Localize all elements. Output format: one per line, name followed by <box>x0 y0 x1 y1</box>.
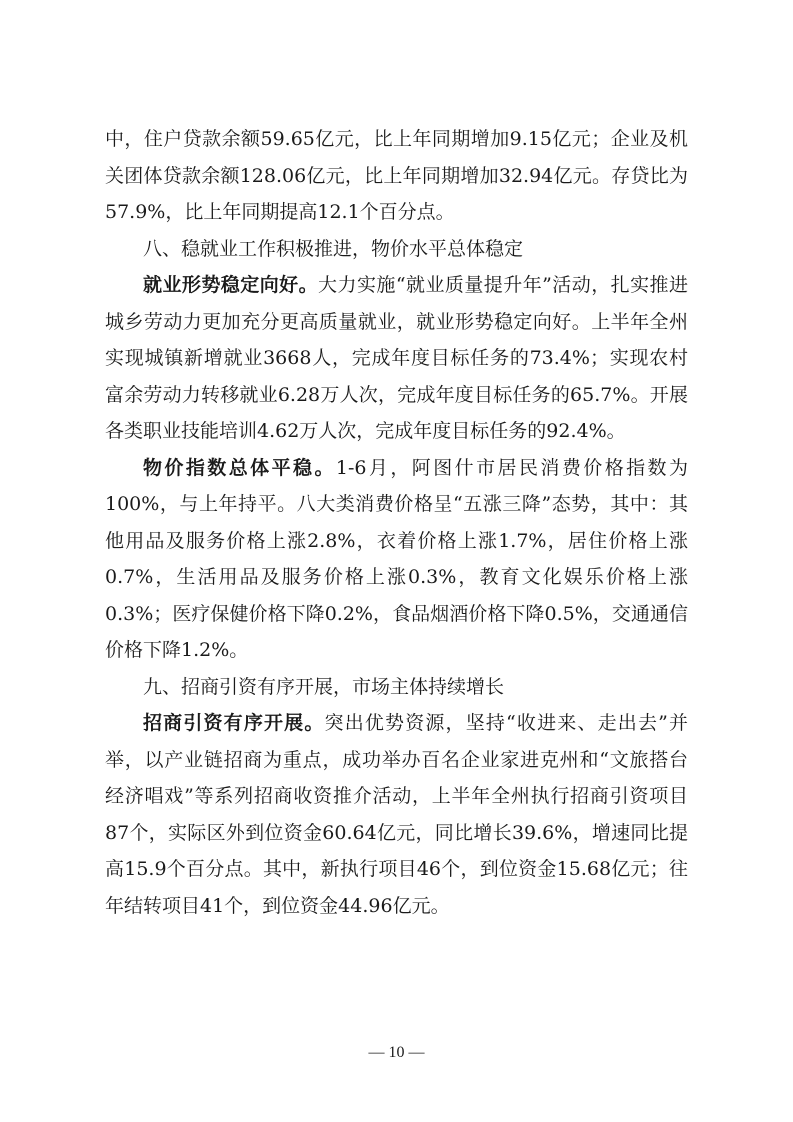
paragraph-employment <box>105 267 688 450</box>
section-heading-8: 八、稳就业工作积极推进，物价水平总体稳定 <box>143 237 524 260</box>
paragraph-body-employment: 大力实施“就业质量提升年”活动，扎实推进城乡劳动力更加充分更高质量就业，就业形势稳定向好。上半年全州实现城镇新增就业3668人，完成年度目标任务的73.4%；实现农村富余劳动力转移就业6.28万人次，完成年度目标任务的65.7%。开展各类职业技能培训4.62万人次，完成年度目标任务的92.4%。 <box>105 274 688 442</box>
paragraph-body-prices: 1-6月，阿图什市居民消费价格指数为100%，与上年持平。八大类消费价格呈“五涨三降”态势，其中：其他用品及服务价格上涨2.8%，衣着价格上涨1.7%，居住价格上涨0.7%，生活用品及服务价格上涨0.3%，教育文化娱乐价格上涨0.3%；医疗保健价格下降0.2%，食品烟酒价格下降0.5%，交通通信价格下降1.2%。 <box>105 456 688 661</box>
paragraph-loans: 中，住户贷款余额59.65亿元，比上年同期增加9.15亿元；企业及机关团体贷款余额128.06亿元，比上年同期增加32.94亿元。存贷比为57.9%，比上年同期提高12.1个百分点。 <box>105 128 688 223</box>
paragraph-body-investment: 突出优势资源，坚持“收进来、走出去”并举，以产业链招商为重点，成功举办百名企业家进克州和“文旅搭台 经济唱戏”等系列招商收资推介活动，上半年全州执行招商引资项目87个，实际区外到位资金60.64亿元，同比增长39.6%，增速同比提高15.9个百分点。其中，新执行项目46个，到位资金15.68亿元；往年结转项目41个，到位资金44.96亿元。 <box>105 712 688 917</box>
paragraph-lead-employment: 就业形势稳定向好。 <box>143 274 319 296</box>
paragraph-prices <box>105 450 688 669</box>
document-body <box>105 121 688 924</box>
section-heading-9: 九、招商引资有序开展，市场主体持续增长 <box>143 675 505 698</box>
page-number: — 10 — <box>368 1044 425 1061</box>
paragraph-investment <box>105 705 688 924</box>
paragraph-lead-prices: 物价指数总体平稳。 <box>143 456 336 479</box>
paragraph-lead-investment: 招商引资有序开展。 <box>143 712 325 734</box>
